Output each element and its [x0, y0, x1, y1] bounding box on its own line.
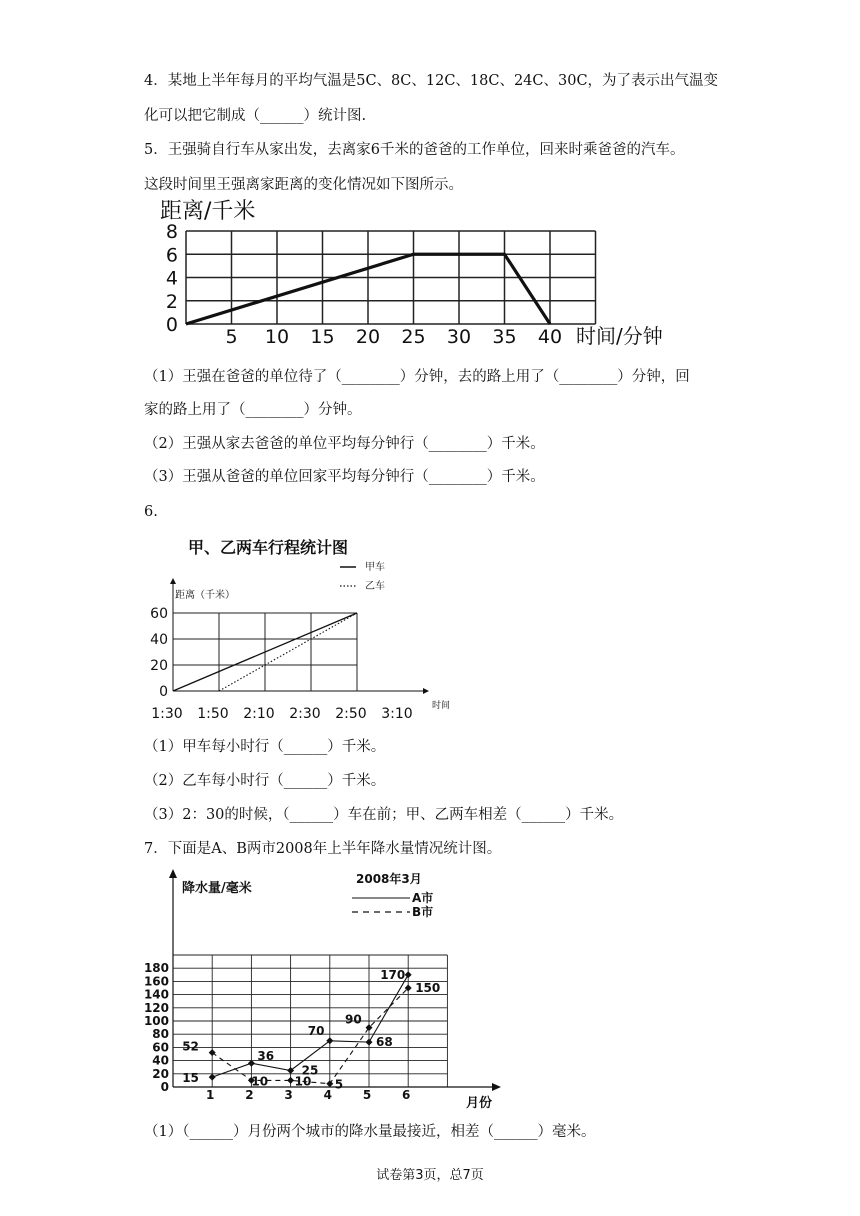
- q6-sub2: （2）乙车每小时行（______）千米。: [144, 773, 386, 789]
- q7-rainfall-chart: [140, 864, 520, 1114]
- chart3-series-a-data-label: 68: [376, 1035, 393, 1050]
- q5-line-2: 这段时间里王强离家距离的变化情况如下图所示。: [144, 177, 463, 193]
- chart1-x-tick-label: 30: [446, 326, 472, 348]
- chart3-series-b-point: [209, 1049, 216, 1056]
- q5-sub3: （3）王强从爸爸的单位回家平均每分钟行（________）千米。: [144, 469, 545, 485]
- chart3-series-b-point: [287, 1077, 294, 1084]
- q7-line-1: 7．下面是A、B两市2008年上半年降水量情况统计图。: [144, 841, 502, 857]
- chart2-title: 甲、乙两车行程统计图: [188, 538, 349, 557]
- chart3-y-tick-label: 180: [143, 961, 169, 976]
- chart3-y-tick-label: 140: [143, 987, 169, 1002]
- chart3-x-axis-label: 月份: [466, 1096, 493, 1111]
- chart2-y-tick-label: 60: [150, 606, 168, 622]
- chart2-legend-label: 甲车: [365, 562, 385, 573]
- chart3-y-tick-label: 100: [143, 1014, 169, 1028]
- q4-line-2: 化可以把它制成（______）统计图.: [144, 108, 367, 124]
- chart2-x-tick-label: 2:30: [289, 706, 321, 722]
- chart1-x-tick-label: 35: [492, 326, 517, 348]
- chart3-series-b-data-label: 5: [334, 1077, 344, 1092]
- chart3-series-a-data-label: 25: [301, 1063, 319, 1078]
- chart3-y-tick-label: 40: [152, 1053, 169, 1068]
- q5-line-1: 5．王强骑自行车从家出发，去离家6千米的爸爸的工作单位，回来时乘爸爸的汽车。: [144, 142, 685, 158]
- q6-sub1: （1）甲车每小时行（______）千米。: [144, 739, 386, 755]
- chart2-x-tick-label: 3:10: [381, 706, 413, 722]
- q5-sub1-line-1: （1）王强在爸爸的单位待了（________）分钟，去的路上用了（________）分钟，回: [144, 369, 690, 385]
- chart3-series-a-data-label: 70: [307, 1023, 325, 1038]
- chart3-series-b-data-label: 90: [345, 1012, 362, 1027]
- chart3-x-tick-label: 5: [362, 1088, 372, 1102]
- chart3-y-tick-label: 60: [152, 1040, 169, 1055]
- chart2-legend-label: 乙车: [365, 581, 385, 592]
- chart2-series-yiche-line: [219, 613, 357, 691]
- q5-sub2: （2）王强从家去爸爸的单位平均每分钟行（________）千米。: [144, 436, 545, 452]
- chart2-x-axis-label: 时间: [432, 701, 451, 711]
- chart1-y-tick-label: 4: [165, 267, 178, 290]
- q6-travel-chart: [140, 528, 470, 724]
- chart1-y-tick-label: 0: [165, 314, 178, 336]
- chart3-x-tick-label: 3: [284, 1088, 293, 1102]
- chart2-y-tick-label: 20: [150, 658, 168, 674]
- chart1-x-tick-label: 15: [310, 326, 335, 348]
- chart3-y-tick-label: 120: [143, 1000, 169, 1015]
- q6-sub3: （3）2：30的时候，（______）车在前；甲、乙两车相差（______）千米。: [144, 807, 624, 823]
- q6-number: 6.: [144, 504, 158, 520]
- chart1-x-tick-label: 10: [264, 326, 290, 348]
- chart3-series-b-data-label: 10: [251, 1074, 269, 1089]
- chart3-y-tick-label: 160: [143, 974, 169, 989]
- chart3-series-a-point: [209, 1074, 216, 1081]
- chart3-y-tick-label: 80: [152, 1027, 169, 1042]
- q7-sub1: （1）（______）月份两个城市的降水量最接近，相差（______）毫米。: [144, 1124, 596, 1140]
- chart3-x-tick-label: 2: [245, 1088, 254, 1102]
- q5-sub1-line-2: 家的路上用了（________）分钟。: [144, 402, 362, 418]
- chart1-y-tick-label: 6: [165, 244, 178, 267]
- chart3-series-b-data-label: 150: [415, 981, 441, 995]
- chart2-y-axis-label: 距离（千米）: [175, 590, 235, 601]
- chart2-y-tick-label: 0: [159, 684, 168, 700]
- chart3-y-arrow: [169, 869, 177, 878]
- chart2-y-tick-label: 40: [150, 632, 168, 648]
- chart3-series-b-data-label: 52: [182, 1039, 199, 1054]
- chart2-y-arrow: [170, 578, 176, 584]
- chart2-x-tick-label: 2:10: [243, 706, 275, 722]
- chart3-y-tick-label: 0: [160, 1080, 169, 1094]
- q4-line-1: 4．某地上半年每月的平均气温是5C、8C、12C、18C、24C、30C，为了表示出气温变: [144, 73, 719, 89]
- chart2-x-arrow: [423, 688, 429, 694]
- chart3-title: 2008年3月: [356, 872, 422, 886]
- chart3-series-a-data-label: 170: [380, 967, 406, 982]
- chart3-legend-label: B市: [412, 905, 434, 919]
- chart1-x-tick-label: 5: [225, 326, 238, 348]
- chart3-x-tick-label: 4: [323, 1088, 332, 1102]
- chart3-series-b-data-label: 10: [294, 1074, 312, 1089]
- chart3-series-b-point: [326, 1080, 333, 1087]
- chart2-x-tick-label: 2:50: [335, 706, 367, 722]
- chart1-x-tick-label: 25: [401, 326, 426, 348]
- chart3-series-a-point: [405, 971, 412, 978]
- chart1-x-tick-label: 40: [537, 326, 563, 348]
- chart3-x-tick-label: 6: [402, 1088, 411, 1102]
- chart2-x-tick-label: 1:30: [151, 706, 183, 722]
- chart1-y-tick-label: 2: [165, 290, 178, 313]
- chart3-x-arrow: [492, 1083, 501, 1091]
- chart1-y-axis-label: 距离/千米: [160, 199, 256, 224]
- chart3-y-tick-label: 20: [152, 1066, 169, 1081]
- chart3-series-a-data-label: 36: [257, 1049, 275, 1064]
- chart3-y-axis-label: 降水量/毫米: [182, 881, 252, 896]
- chart3-series-a-point: [366, 1039, 373, 1046]
- q5-distance-chart: [140, 196, 720, 352]
- chart1-x-axis-label: 时间/分钟: [576, 324, 663, 348]
- page-footer: 试卷第3页，总7页: [376, 1168, 484, 1183]
- chart3-legend-label: A市: [412, 891, 434, 905]
- chart1-x-tick-label: 20: [355, 326, 381, 348]
- chart3-x-tick-label: 1: [206, 1088, 215, 1102]
- chart2-x-tick-label: 1:50: [197, 706, 229, 722]
- chart3-series-a-data-label: 15: [182, 1071, 199, 1086]
- chart1-y-tick-label: 8: [165, 221, 178, 243]
